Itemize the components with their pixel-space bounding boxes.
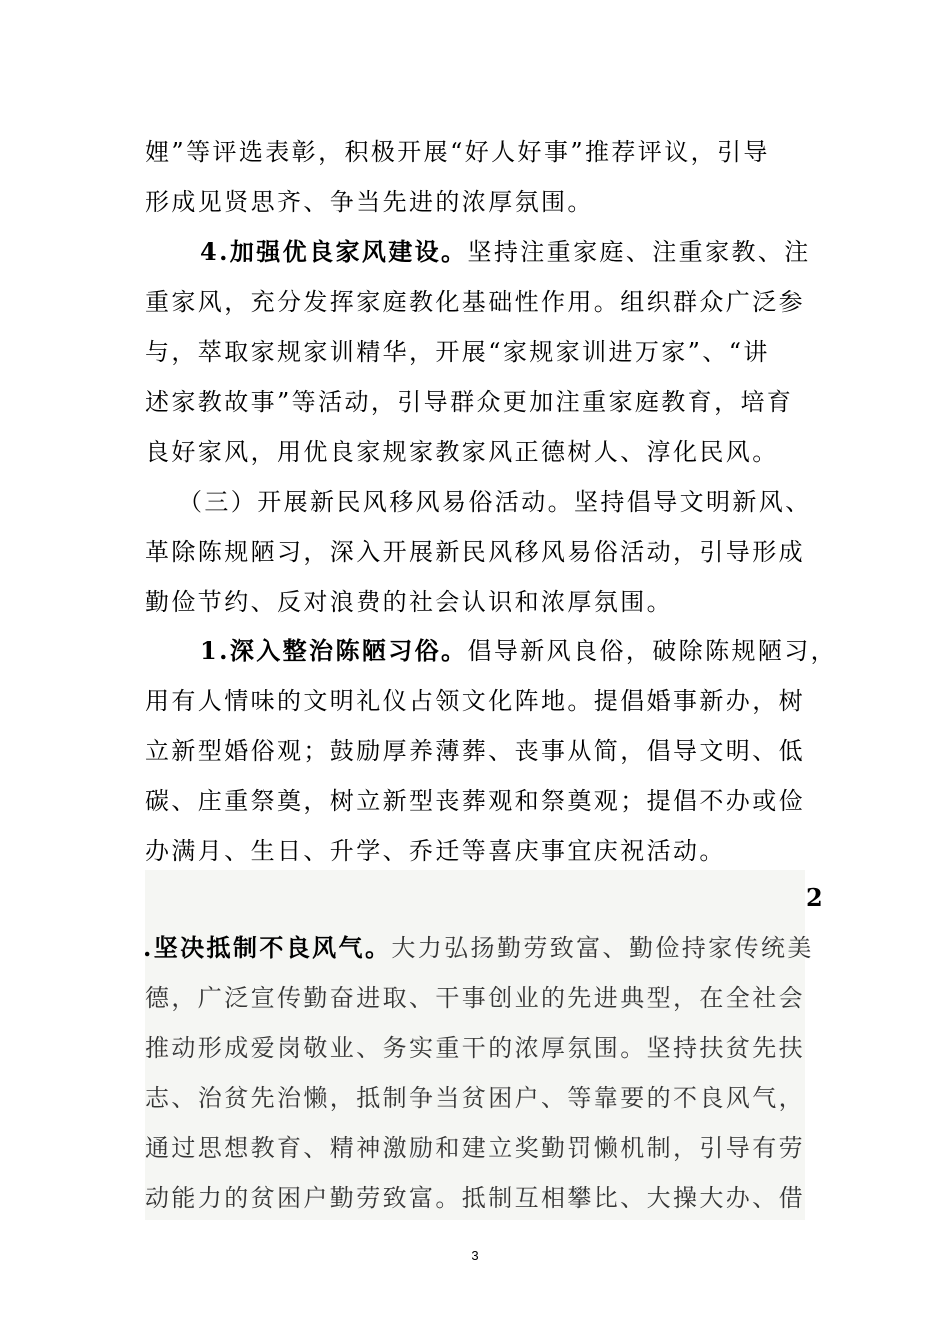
section-heading: .坚决抵制不良风气。 <box>143 933 392 962</box>
section-heading: 4.加强优良家风建设。 <box>200 237 468 266</box>
body-text-line: 用有人情味的文明礼仪占领文化阵地。提倡婚事新办，树 <box>145 687 805 715</box>
body-text-line: （三）开展新民风移风易俗活动。坚持倡导文明新风、 <box>178 488 812 516</box>
body-text-line <box>143 933 814 963</box>
body-text-line: 通过思想教育、精神激励和建立奖勤罚懒机制，引导有劳 <box>145 1134 805 1162</box>
body-text: 倡导新风良俗，破除陈规陋习， <box>467 637 838 665</box>
body-text-line: 与，萃取家规家训精华，开展“家规家训进万家”、“讲 <box>145 338 770 366</box>
body-text: 大力弘扬勤劳致富、勤俭持家传统美 <box>391 934 814 962</box>
body-text-line: 推动形成爱岗敬业、务实重干的浓厚氛围。坚持扶贫先扶 <box>145 1034 805 1062</box>
body-text: 坚持注重家庭、注重家教、注 <box>467 238 811 266</box>
body-text-line: 办满月、生日、升学、乔迁等喜庆事宜庆祝活动。 <box>145 837 726 865</box>
body-text-line: 志、治贫先治懒，抵制争当贫困户、等靠要的不良风气， <box>145 1084 805 1112</box>
section-number: 2 <box>806 883 823 912</box>
body-text-line: 立新型婚俗观；鼓励厚养薄葬、丧事从简，倡导文明、低 <box>145 737 805 765</box>
body-text-line <box>200 237 811 267</box>
page-number: 3 <box>471 1248 479 1263</box>
body-text-line: 娌”等评选表彰，积极开展“好人好事”推荐评议，引导 <box>145 138 770 166</box>
body-text-line: 重家风，充分发挥家庭教化基础性作用。组织群众广泛参 <box>145 288 805 316</box>
body-text-line: 述家教故事”等活动，引导群众更加注重家庭教育，培育 <box>145 388 794 416</box>
body-text-line <box>200 636 837 666</box>
body-text-line: 革除陈规陋习，深入开展新民风移风易俗活动，引导形成 <box>145 538 805 566</box>
body-text-line: 动能力的贫困户勤劳致富。抵制互相攀比、大操大办、借 <box>145 1184 805 1212</box>
body-text-line: 德，广泛宣传勤奋进取、干事创业的先进典型，在全社会 <box>145 984 805 1012</box>
body-text-line: 碳、庄重祭奠，树立新型丧葬观和祭奠观；提倡不办或俭 <box>145 787 805 815</box>
body-text-line: 良好家风，用优良家规家教家风正德树人、淳化民风。 <box>145 438 779 466</box>
body-text-line: 形成见贤思齐、争当先进的浓厚氛围。 <box>145 188 594 216</box>
body-text-line: 勤俭节约、反对浪费的社会认识和浓厚氛围。 <box>145 588 673 616</box>
section-heading: 1.深入整治陈陋习俗。 <box>200 636 468 665</box>
